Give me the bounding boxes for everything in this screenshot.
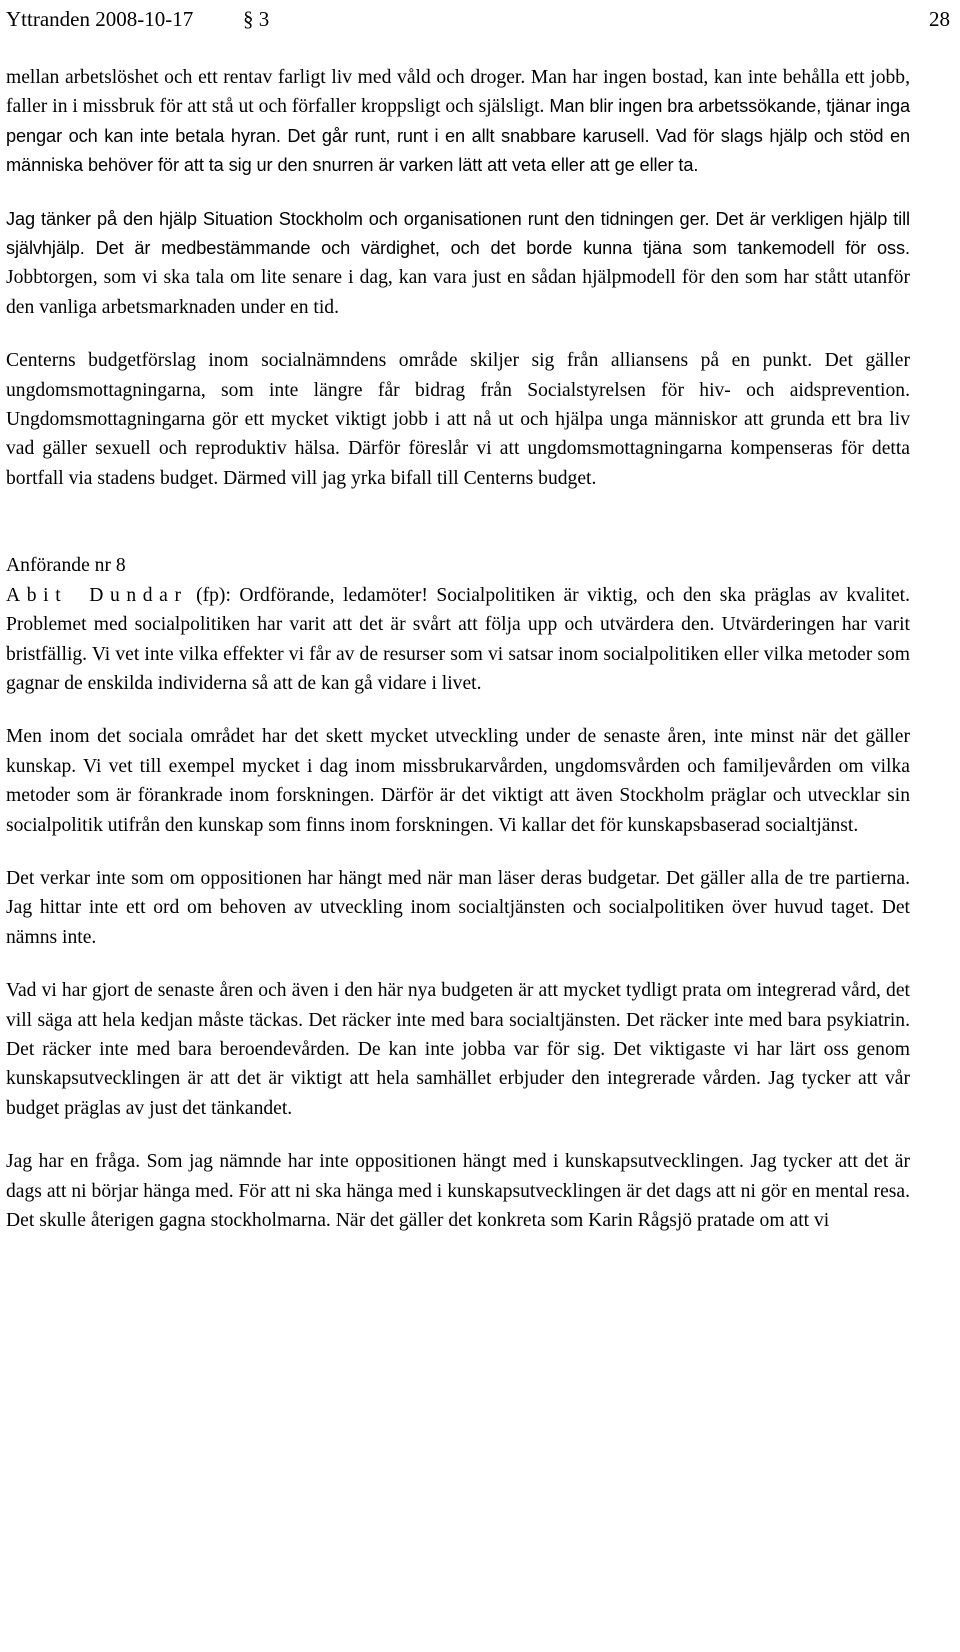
document-title: Yttranden 2008-10-17 [6, 7, 194, 31]
paragraph-text: Jobbtorgen, som vi ska tala om lite senare i dag, kan vara just en sådan hjälpmodell för den som har stått utanför den vanliga arbetsmarknaden under en tid. [6, 267, 910, 318]
speech-heading: Anförande nr 8 [6, 555, 126, 577]
speaker-first-name: Abit [6, 584, 68, 606]
section-number: § 3 [243, 7, 270, 31]
paragraph: Centerns budgetförslag inom socialnämndens område skiljer sig från alliansens på en punkt. Det gäller ungdomsmottagningarna, som inte längre får bidrag från Socialstyrelsen för hiv- och aidsprevention. Ungdomsmottagningarna gör ett mycket viktigt jobb i att nå ut och hjälpa unga människor att grunda ett bra liv vad gäller sexuell och reproduktiv hälsa. Därför föreslår vi att ungdomsmottagningarna kompenseras för detta bortfall via stadens budget. Därmed vill jag yrka bifall till Centerns budget. [6, 350, 910, 489]
paragraph [6, 63, 910, 181]
paragraph-text: mellan arbetslöshet och ett rentav farligt liv med våld och droger. Man har ingen bostad, kan inte behålla ett jobb, faller in i missbruk för att stå ut och förfaller kroppsligt och själsligt. [6, 67, 910, 118]
paragraph: Jag har en fråga. Som jag nämnde har inte oppositionen hängt med i kunskapsutvecklingen. Jag tycker att det är dags att ni börjar hänga med. För att ni ska hänga med i kunskapsutvecklingen är det dags att ni gör en mental resa. Det skulle återigen gagna stockholmarna. När det gäller det konkreta som Karin Rågsjö pratade om att vi [6, 1151, 910, 1231]
paragraph [6, 581, 910, 699]
page-number: 28 [929, 7, 950, 31]
paragraph [6, 205, 910, 323]
paragraph: Men inom det sociala området har det skett mycket utveckling under de senaste åren, inte minst när det gäller kunskap. Vi vet till exempel mycket i dag inom missbrukarvården, ungdomsvården och familjevården om vilka metoder som är förankrade inom forskningen. Därför är det viktigt att även Stockholm präglar och utvecklar sin socialpolitik utifrån den kunskap som finns inom forskningen. Vi kallar det för kunskapsbaserad socialtjänst. [6, 726, 910, 836]
speaker-last-name: Dundar [89, 584, 188, 606]
page-header [6, 4, 950, 36]
paragraph: Vad vi har gjort de senaste åren och även i den här nya budgeten är att mycket tydligt prata om integrerad vård, det vill säga att hela kedjan måste täckas. Det räcker inte med bara socialtjänsten. Det räcker inte med bara psykiatrin. Det räcker inte med bara beroendevården. De kan inte jobba var för sig. Det viktigaste vi har lärt oss genom kunskapsutvecklingen är att det är viktigt att hela samhället erbjuder den integrerade vården. Jag tycker att vår budget präglas av just det tänkandet. [6, 980, 910, 1119]
paragraph-text: Man blir ingen bra arbetssökande, tjänar inga pengar och kan inte betala hyran. Det går runt, runt i en allt snabbare karusell. Vad för slags hjälp och stöd en människa behöver för att ta sig ur den snurren är varken lätt att veta eller att ge eller ta. [6, 96, 910, 176]
paragraph: Det verkar inte som om oppositionen har hängt med när man läser deras budgetar. Det gäller alla de tre partierna. Jag hittar inte ett ord om behoven av utveckling inom socialtjänsten och socialpolitiken över huvud taget. Det nämns inte. [6, 867, 910, 948]
paragraph-text: Jag tänker på den hjälp Situation Stockholm och organisationen runt den tidningen ger. Det är verkligen hjälp till självhjälp. Det är medbestämmande och värdighet, och det borde kunna tjäna som tankemodell för oss. [6, 208, 910, 259]
paragraph-text: (fp): Ordförande, ledamöter! Socialpolitiken är viktig, och den ska präglas av kvalitet. Problemet med socialpolitiken har varit att det är svårt att följa upp och utvärdera den. Utvärderingen har varit bristfällig. Vi vet inte vilka effekter vi får av de resurser som vi satsar inom socialpolitiken eller vilka metoder som gagnar de enskilda individerna så att de kan gå vidare i livet. [6, 584, 910, 694]
document-body [6, 63, 910, 1259]
